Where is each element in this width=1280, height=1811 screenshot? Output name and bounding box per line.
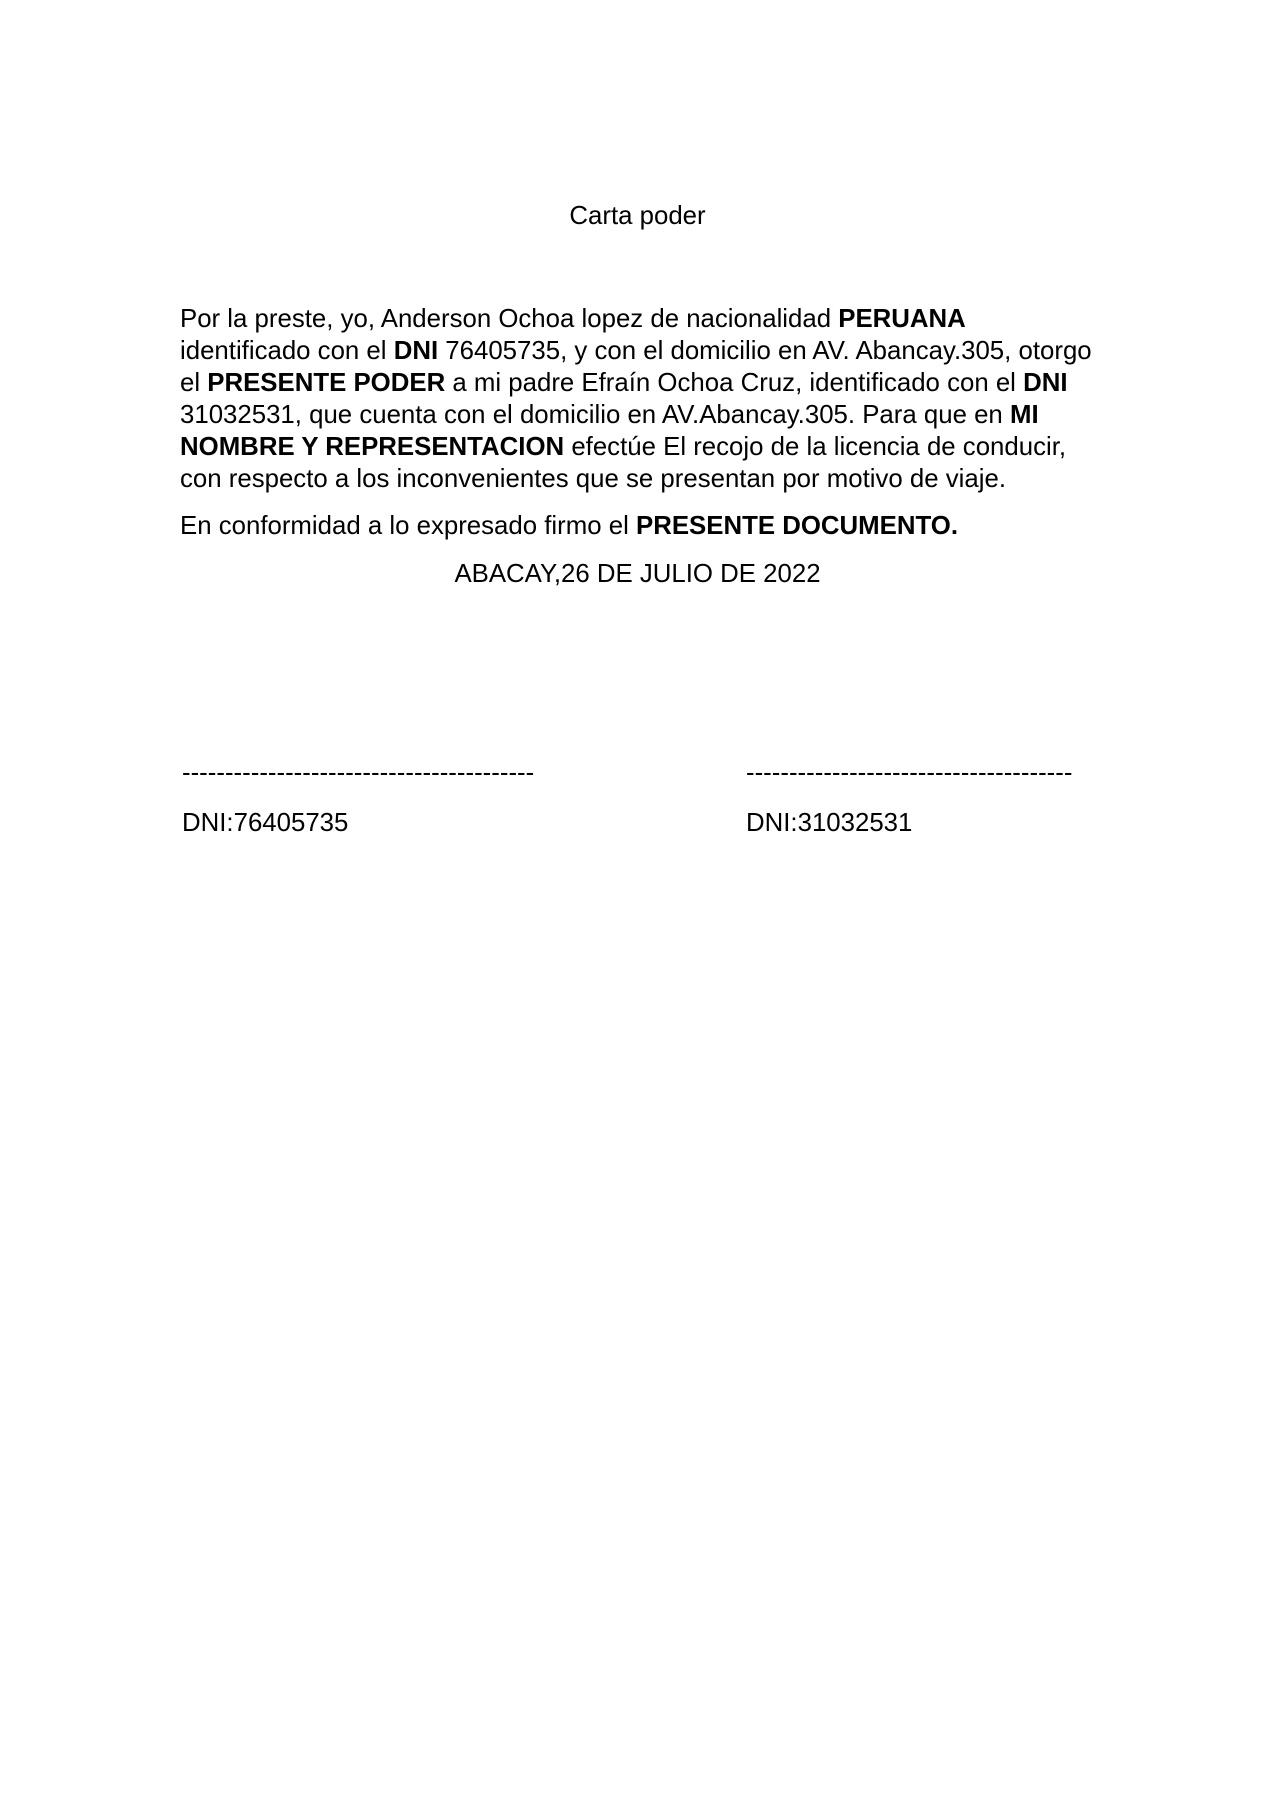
text-run: DNI bbox=[393, 337, 439, 365]
text-run: DNI bbox=[1023, 369, 1068, 397]
text-run: Por la preste, yo, Anderson Ochoa lopez de nacionalidad bbox=[180, 305, 839, 333]
body-paragraph bbox=[180, 303, 1095, 495]
closing-paragraph bbox=[180, 510, 1095, 542]
text-run: PRESENTE DOCUMENTO. bbox=[635, 512, 959, 540]
signature-lines-row bbox=[180, 757, 1095, 789]
signature-dni-right: DNI:31032531 bbox=[746, 809, 913, 837]
text-run: En conformidad a lo expresado firmo el bbox=[180, 512, 636, 540]
text-run: PRESENTE PODER bbox=[207, 369, 446, 397]
text-run: a mi padre Efraín Ochoa Cruz, identificado con el bbox=[445, 369, 1024, 397]
date-line: ABACAY,26 DE JULIO DE 2022 bbox=[454, 560, 821, 588]
document-title: Carta poder bbox=[569, 202, 706, 230]
text-run: MI NOMBRE Y REPRESENTACION bbox=[180, 401, 1039, 461]
signature-dni-row bbox=[180, 807, 1095, 839]
text-run: 31032531, que cuenta con el domicilio en AV.Abancay.305. Para que en bbox=[180, 401, 1010, 429]
text-run: 76405735, y con el domicilio en AV. Abancay.305, otorgo el bbox=[180, 337, 1092, 397]
text-run: identificado con el bbox=[180, 337, 394, 365]
text-run: PERUANA bbox=[838, 305, 966, 333]
document-content bbox=[180, 0, 1095, 839]
signature-line-right: -------------------------------------- bbox=[746, 759, 1073, 787]
signature-dni-left: DNI:76405735 bbox=[182, 809, 349, 837]
text-run: efectúe El recojo de la licencia de conducir, con respecto a los inconvenientes que se presentan por motivo de viaje. bbox=[180, 433, 1067, 493]
signature-line-left: ----------------------------------------- bbox=[182, 759, 535, 787]
